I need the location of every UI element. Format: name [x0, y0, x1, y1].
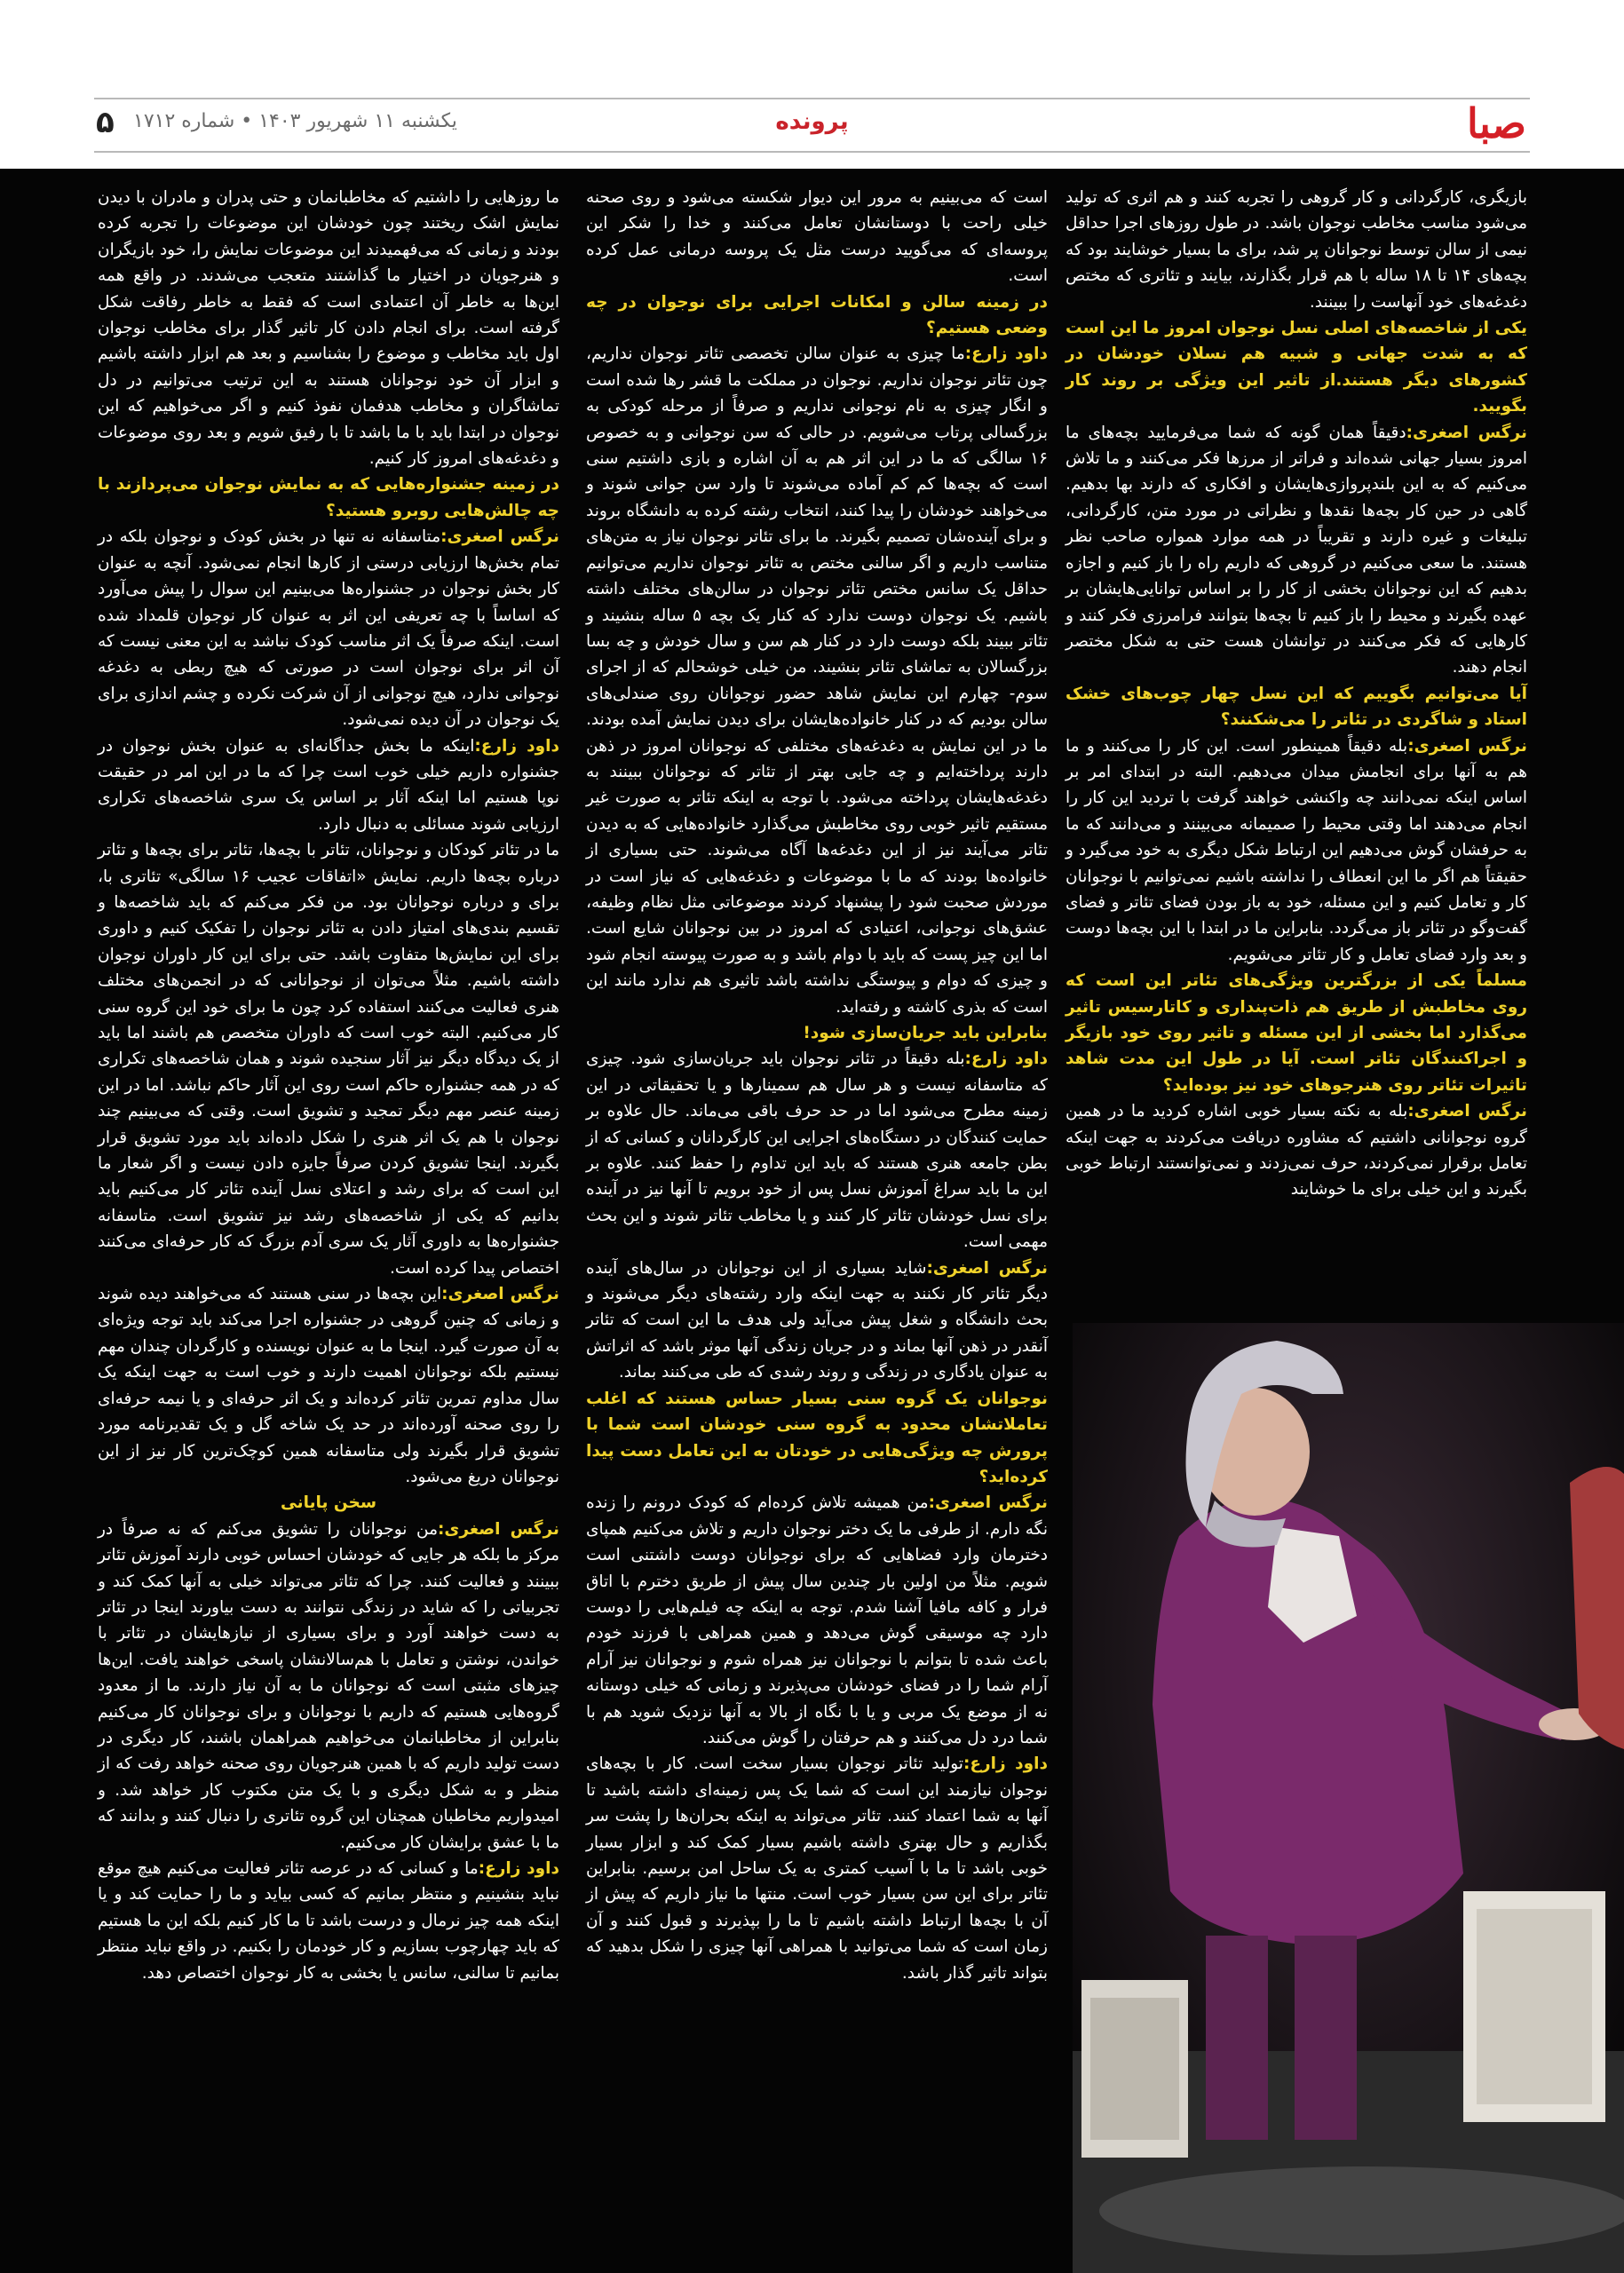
header-top-rule	[94, 98, 1530, 99]
answer-text: دقیقاً همان گونه که شما می‌فرمایید بچه‌های ما امروز بسیار جهانی شده‌اند و فراتر از مرزها فکر می‌کنند و ما تلاش می‌کنیم که به این بلندپروازی‌هایشان و افکاری که دارند بها بدهیم. گاهی در حین کار بچه‌ها نقدها و نظراتی در مورد متن، کارگردانی، تبلیغات و غیره دارند و تقریباً در همه موارد همواره صاحب نظر هستند. ما سعی می‌کنیم در گروهی که داریم راه را باز کنیم و اجازه بدهیم که این نوجوانان بخشی از کار را بر اساس توانایی‌هایشان بر عهده بگیرند و محیط را باز کنیم تا بچه‌ها بتوانند فرامرزی فکر کنند و کارهایی که فکر می‌کنند در توانشان هست حتی به شکل مختصر انجام دهند.	[1066, 423, 1527, 677]
answer-text: بله دقیقاً همینطور است. این کار را می‌کنند و ما هم به آنها برای انجامش میدان می‌دهیم. البته در ابتدای امر بر اساس اینکه نمی‌دانند چه واکنشی خواهند گرفت با تردید این کار را انجام می‌دهند اما وقتی محیط را صمیمانه می‌بینند و می‌دانند که ما به حرفشان گوش می‌دهیم این ارتباط شکل دیگری به خود می‌گیرد و حقیقتاً هم اگر ما این انعطاف را نداشته باشیم نمی‌توانیم با نوجوانان کار و تعامل کنیم و این مسئله، خود به باز بودن فضای تئاتر و فضای گفت‌وگو در تئاتر باز می‌گردد. بنابراین ما در ابتدا با این بچه‌ها دوست و بعد وارد فضای تعامل و کار تئاتر می‌شویم.	[1066, 736, 1527, 964]
page-header	[0, 0, 1624, 169]
subheading: سخن پایانی	[280, 1493, 377, 1513]
theater-photo	[1073, 1323, 1624, 2273]
answer-text: تولید تئاتر نوجوان بسیار سخت است. کار با بچه‌های نوجوان نیازمند این است که شما یک پس زمینه‌ای داشته باشید تا آنها به شما اعتماد کنند. تئاتر می‌تواند به اینکه بحران‌ها را پشت سر بگذاریم و حال بهتری داشته باشیم بسیار کمک کند و ابزار بسیار خوبی باشد تا ما با آسیب کمتری به یک ساحل امن برسیم. بنابراین تئاتر برای این سن بسیار خوب است. منتها ما نیاز داریم که پیش از آن با بچه‌ها ارتباط داشته باشیم تا ما را بپذیرند و قبول کنند و آن زمان است که شما می‌توانید با همراهی آنها چیزی را شکل بدهید که بتواند تاثیر گذار باشد.	[586, 1754, 1048, 1983]
speaker-name: نرگس اصغری:	[437, 1519, 559, 1539]
interview-question: بنابراین باید جریان‌سازی شود!	[803, 1024, 1048, 1042]
interview-answer	[586, 341, 1048, 1020]
interview-question: نوجوانان یک گروه سنی بسیار حساس هستند که اغلب تعاملاتشان محدود به گروه سنی خودشان است شما با پرورش چه ویژگی‌هایی در خودتان به این تعامل دست پیدا کرده‌اید؟	[586, 1389, 1048, 1486]
answer-text: ما چیزی به عنوان سالن تخصصی تئاتر نوجوان نداریم، چون تئاتر نوجوان نداریم. نوجوان در مملکت ما قشر رها شده است و انگار چیزی به نام نوجوانی نداریم و صرفاً از مرحله کودکی به بزرگسالی پرتاب می‌شویم. در حالی که سن نوجوانی و به خصوص ۱۶ سالگی که ما در این اثر هم به آن اشاره و بازی داشتیم سنی است که بچه‌ها کم کم آماده می‌شوند تا وارد سن جوانی شوند و می‌خواهند خودشان را پیدا کنند، انتخاب رشته کرده به دانشگاه بروند و برای آینده‌شان تصمیم بگیرند. ما برای تئاتر نوجوان نیاز به متن‌های متناسب داریم و اگر سالنی مختص به تئاتر نوجوان نداریم می‌توانیم حداقل یک سانس مختص تئاتر نوجوان در سالن‌های مختلف داشته باشیم. یک نوجوان دوست ندارد که کنار یک بچه ۵ ساله بنشیند و تئاتر ببیند بلکه دوست دارد در کنار هم سن و سال خودش و چه بسا بزرگسالان به تماشای تئاتر بنشیند. من خیلی خوشحالم که از اجرای سوم- چهارم این نمایش شاهد حضور نوجوانان روی صندلی‌های سالن بودیم که در کنار خانواده‌هایشان برای دیدن نمایش آمده بودند. ما در این نمایش به دغدغه‌های مختلفی که نوجوانان امروز در ذهن دارند پرداخته‌ایم و چه جایی بهتر از تئاتر که نوجوانان ببینند به دغدغه‌هایشان پرداخته می‌شود. با توجه به اینکه تئاتر به صورت غیر مستقیم تاثیر خوبی روی مخاطبش می‌گذارد خانواده‌هایی که به دیدن تئاتر می‌آیند نیز از این دغدغه‌ها آگاه می‌شوند. حتی بسیاری از خانواده‌ها بودند که ما با موضوعات و دغدغه‌هایی که نیاز است در موردش صحبت شود را پیشنهاد کردند موضوعاتی مثل نظام وظیفه، عشق‌های نوجوانی، اعتیادی که امروز در بین نوجوانان شایع است. اما این چیز پست که باید با دوام باشد و به صورت پیوسته انجام شود و چیزی که دوام و پیوستگی نداشته باشد تاثیری هم ندارد مانند این است که بذری کاشته و رفته‌اید.	[586, 345, 1048, 1017]
article-column-middle	[586, 185, 1048, 1986]
interview-answer	[586, 1490, 1048, 1751]
interview-question: یکی از شاخصه‌های اصلی نسل نوجوان امروز ما این است که به شدت جهانی و شبیه هم نسلان خودشان در کشورهای دیگر هستند.از تاثیر این ویژگی بر روند کار بگویید.	[1066, 319, 1527, 416]
answer-text: بله دقیقاً در تئاتر نوجوان باید جریان‌سازی شود. چیزی که متاسفانه نیست و هر سال هم سمینارها و یا تحقیقاتی در این زمینه مطرح می‌شود اما در حد حرف باقی می‌ماند. حال علاوه بر حمایت کنندگان در دستگاه‌های اجرایی این کارگردانان و کسانی که از بطن جامعه هنری هستند که باید این تداوم را حفظ کنند. علاوه بر این ما باید سراغ آموزش نسل پس از خود برویم تا آنها نیز در آینده برای نسل خودشان تئاتر کار کنند و یا مخاطب تئاتر شوند و این بحث مهمی است.	[586, 1049, 1048, 1252]
speaker-name: نرگس اصغری:	[1407, 736, 1528, 756]
paragraph: بازیگری، کارگردانی و کار گروهی را تجربه کنند و هم اثری که تولید می‌شود مناسب مخاطب نوجوان باشد. در طول روزهای اجرا حداقل نیمی از سالن توسط نوجوانان پر شد، برای ما بسیار خوشایند بود که بچه‌های ۱۴ تا ۱۸ ساله با هم قرار بگذارند، بیایند و تئاتری که مختص دغدغه‌های خود آنهاست را ببینند.	[1066, 188, 1528, 312]
interview-answer	[98, 1517, 559, 1856]
answer-text: متاسفانه نه تنها در بخش کودک و نوجوان بلکه در تمام بخش‌ها ارزیابی درستی از کارها انجام نمی‌شود. آنچه به عنوان کار بخش نوجوان در جشنواره‌ها می‌بینیم این سوال را پیش می‌آورد که اساساً با چه تعریفی این اثر به عنوان کار نوجوان قلمداد شده است. اینکه صرفاً یک اثر مناسب کودک نباشد به این معنی نیست که آن اثر برای نوجوان است در صورتی که هیچ ربطی به دغدغه نوجوانی ندارد، هیچ نوجوانی از آن شرکت نکرده و چشم اندازی برای یک نوجوان در آن دیده نمی‌شود.	[98, 527, 559, 730]
answer-text: من همیشه تلاش کرده‌ام که کودک درونم را زنده نگه دارم. از طرفی ما یک دختر نوجوان داریم و تلاش می‌کنیم همپای دخترمان وارد فضاهایی که برای نوجوانان دوست داشتنی است شویم. مثلاً من اولین بار چندین سال پیش از طریق دخترم با اتاق فرار و کافه مافیا آشنا شدم. توجه به اینکه چه فیلم‌هایی را دوست دارد چه موسیقی گوش می‌دهد و همین همراهی با فرزند خودم باعث شده تا بتوانم با نوجوانان نیز همراه شوم و نوجوانان نیز آرام آرام شما را در فضای خودشان می‌پذیرند و زمانی که خیلی دوستانه نه از موضع یک مربی و یا با نگاه از بالا به آنها نزدیک شوید هم با شما درد دل می‌کنند و هم حرفتان را گوش می‌کنند.	[586, 1493, 1048, 1747]
speaker-name: نرگس اصغری:	[926, 1258, 1048, 1278]
interview-answer	[98, 733, 559, 838]
interview-question: مسلماً یکی از بزرگترین ویژگی‌های تئاتر این است که روی مخاطبش از طریق هم ذات‌پنداری و کاتارسیس تاثیر می‌گذارد اما بخشی از این مسئله و تاثیر روی خود بازیگر و اجراکنندگان تئاتر است. آیا در طول این مدت شاهد تاثیرات تئاتر روی هنرجوهای خود نیز بوده‌اید؟	[1066, 971, 1527, 1095]
speaker-name: نرگس اصغری:	[1406, 423, 1527, 442]
speaker-name: نرگس اصغری:	[928, 1493, 1048, 1513]
speaker-name: داود زارع:	[964, 345, 1048, 364]
interview-answer	[586, 1255, 1048, 1386]
speaker-name: نرگس اصغری:	[441, 1285, 560, 1304]
header-bottom-rule	[94, 151, 1530, 153]
page-number: ۵	[96, 105, 115, 140]
interview-question: در زمینه جشنواره‌هایی که به نمایش نوجوان می‌پردازند با چه چالش‌هایی روبرو هستید؟	[98, 475, 559, 520]
answer-text: من نوجوانان را تشویق می‌کنم که نه صرفاً در مرکز ما بلکه هر جایی که خودشان احساس خوبی دارند آموزش تئاتر ببینند و فعالیت کنند. چرا که تئاتر می‌تواند خیلی به آنها کمک کند و تجربیاتی را که شاید در زندگی نتوانند به دست بیاورند اینجا در تئاتر به دست خواهند آورد و برای بسیاری از نیازهایشان در تئاتر با خواندن، نوشتن و تعامل با هم‌سالانشان پاسخی خواهند یافت. این‌ها چیزهای مثبتی است که نوجوانان ما به آن نیاز دارند. ما از معدود گروه‌هایی هستیم که داریم با نوجوانان و برای نوجوانان کار می‌کنیم بنابراین از مخاطبانمان می‌خواهیم همراهمان باشند، کار دیگری در دست تولید داریم که با همین هنرجویان روی صحنه خواهد رفت که از منظر و به شکل دیگری و با یک متن مکتوب کار خواهد شد. و امیدواریم مخاطبان همچنان این گروه تئاتری را دنبال کنند و بدانند که ما با عشق برایشان کار می‌کنیم.	[98, 1519, 559, 1852]
interview-answer	[586, 1046, 1048, 1255]
paragraph: ما در تئاتر کودکان و نوجوانان، تئاتر با بچه‌ها، تئاتر برای بچه‌ها و تئاتر درباره بچه‌ها داریم. نمایش «اتفاقات عجیب ۱۶ سالگی» تئاتری با، برای و درباره نوجوانان بود. من فکر می‌کنم که باید شاخصه‌ها و تقسیم بندی‌های امتیاز دادن به تئاتر نوجوان را تفکیک کنیم و داوری برای این نمایش‌ها متفاوت باشد. حتی برای این کار داوران نوجوان داشته باشیم. مثلاً می‌توان از نوجوانانی که در انجمن‌های مختلف هنری فعالیت می‌کنند استفاده کرد چون ما برای خود این گروه سنی کار می‌کنیم. البته خوب است که داوران متخصص هم باشند اما باید از یک دیدگاه دیگر نیز آثار سنجیده شوند و همان شاخصه‌های تکراری که در همه جشنواره حاکم است روی این آثار حاکم نباشد. اما در این زمینه عنصر مهم دیگر تمجید و تشویق است. وقتی که می‌بینیم چند نوجوان با هم یک اثر هنری را شکل داده‌اند باید مورد تشویق قرار بگیرند. اینجا تشویق کردن صرفاً جایزه دادن نیست و اگر شعار ما این است که برای رشد و اعتلای نسل آینده تئاتر کار می‌کنیم باید بدانیم که یکی از شاخصه‌های رشد نیز تشویق است. متاسفانه جشنواره‌ها به داوری آثار یک سری آدم بزرگ که کار حرفه‌ای می‌کنند اختصاص پیدا کرده است.	[98, 841, 559, 1278]
article-column-right	[1066, 185, 1527, 1203]
speaker-name: داود زارع:	[963, 1754, 1049, 1774]
interview-question: در زمینه سالن و امکانات اجرایی برای نوجوان در چه وضعی هستیم؟	[586, 292, 1048, 338]
speaker-name: داود زارع:	[474, 736, 560, 756]
answer-text: اینکه ما بخش جداگانه‌ای به عنوان بخش نوجوان در جشنواره داریم خیلی خوب است چرا که ما در این امر در حقیقت نوپا هستیم اما اینکه آثار بر اساس یک سری شاخصه‌های تکراری ارزیابی شوند مسائلی به دنبال دارد.	[98, 736, 559, 834]
interview-answer	[586, 1751, 1048, 1986]
interview-question: آیا می‌توانیم بگوییم که این نسل چهار چوب‌های خشک استاد و شاگردی در تئاتر را می‌شکنند؟	[1066, 684, 1527, 730]
interview-answer	[98, 524, 559, 733]
answer-text: شاید بسیاری از این نوجوانان در سال‌های آینده دیگر تئاتر کار نکنند به جهت اینکه وارد رشته‌های دیگر می‌شوند و بحث دانشگاه و شغل پیش می‌آید ولی هدف ما این است که تئاتر آنقدر در ذهن آنها بماند و در جریان زندگی آنها موثر باشد که اثراتش به عنوان یادگاری در زندگی و روند رشدی که طی می‌کنند بماند.	[586, 1258, 1048, 1382]
section-title: پرونده	[775, 108, 849, 135]
article-column-left	[98, 185, 559, 1986]
speaker-name: نرگس اصغری:	[440, 527, 559, 547]
paragraph: است که می‌بینیم به مرور این دیوار شکسته می‌شود و روی صحنه خیلی راحت با دوستانشان تعامل می‌کنند و خدا را شکر این پروسه‌ای که می‌گویید درست مثل یک پروسه درمانی عمل کرده است.	[586, 188, 1048, 286]
interview-answer	[98, 1856, 559, 1986]
speaker-name: داود زارع:	[964, 1049, 1048, 1069]
issue-info: یکشنبه ۱۱ شهریور ۱۴۰۳ • شماره ۱۷۱۲	[133, 110, 457, 132]
answer-text: این بچه‌ها در سنی هستند که می‌خواهند دیده شوند و زمانی که چنین گروهی در جشنواره اجرا می‌کند باید توجه ویژه‌ای به آن صورت گیرد. اینجا ما به عنوان نویسنده و کارگردان چندان مهم نیستیم بلکه نوجوانان اهمیت دارند و خوب است به جهت اینکه یک سال مداوم تمرین تئاتر کرده‌اند و یک اثر حرفه‌ای و یا نیمه حرفه‌ای را روی صحنه آورده‌اند در حد یک شاخه گل و یک تقدیرنامه مورد تشویق قرار بگیرند ولی متاسفانه همین کوچک‌ترین کار نیز از این نوجوانان دریغ می‌شود.	[98, 1285, 559, 1486]
article-body	[0, 169, 1624, 2273]
interview-answer	[1066, 733, 1527, 969]
interview-answer	[1066, 1098, 1527, 1203]
newspaper-logo[interactable]: صبا	[1467, 99, 1526, 147]
speaker-name: داود زارع:	[478, 1859, 560, 1878]
speaker-name: نرگس اصغری:	[1407, 1102, 1528, 1121]
interview-answer	[98, 1281, 559, 1490]
answer-text: بله به نکته بسیار خوبی اشاره کردید ما در همین گروه نوجوانانی داشتیم که مشاوره دریافت می‌کردند به جهت اینکه تعامل برقرار نمی‌کردند، حرف نمی‌زدند و نمی‌توانستند ارتباط خوبی بگیرند و این خیلی برای ما خوشایند	[1066, 1102, 1527, 1200]
answer-text: ما و کسانی که در عرصه تئاتر فعالیت می‌کنیم هیچ موقع نباید بنشینیم و منتظر بمانیم که کسی بیاید و ما را حمایت کند و یا اینکه همه چیز نرمال و درست باشد تا ما کار کنیم بلکه این ما هستیم که باید چهارچوب بسازیم و کار خودمان را بکنیم. در واقع نباید منتظر بمانیم تا سالنی، سانس یا بخشی به کار نوجوان اختصاص دهد.	[98, 1859, 559, 1983]
theater-photo-icon	[1073, 1323, 1624, 2273]
paragraph: ما روزهایی را داشتیم که مخاطبانمان و حتی پدران و مادران با دیدن نمایش اشک ریختند چون خودشان این موضوعات را تجربه کرده بودند و زمانی که می‌فهمیدند این موضوعات نمایش را، خود بازیگران و هنرجویان در اختیار ما گذاشتند متعجب می‌شدند. در واقع همه این‌ها به خاطر آن اعتمادی است که فقط به خاطر رفاقت شکل گرفته است. برای انجام دادن کار تاثیر گذار برای مخاطب نوجوان اول باید مخاطب و موضوع را بشناسیم و بعد هم ابزار داشته باشیم و ابزار آن خود نوجوانان هستند به این ترتیب می‌توانیم در دل تماشاگران و مخاطب هدفمان نفوذ کنیم و اگر می‌خواهیم که این نوجوان در ابتدا باید با ما باشد تا با رفیق شویم و بعد روی موضوعات و دغدغه‌های امروز کار کنیم.	[98, 188, 559, 469]
interview-answer	[1066, 420, 1527, 681]
